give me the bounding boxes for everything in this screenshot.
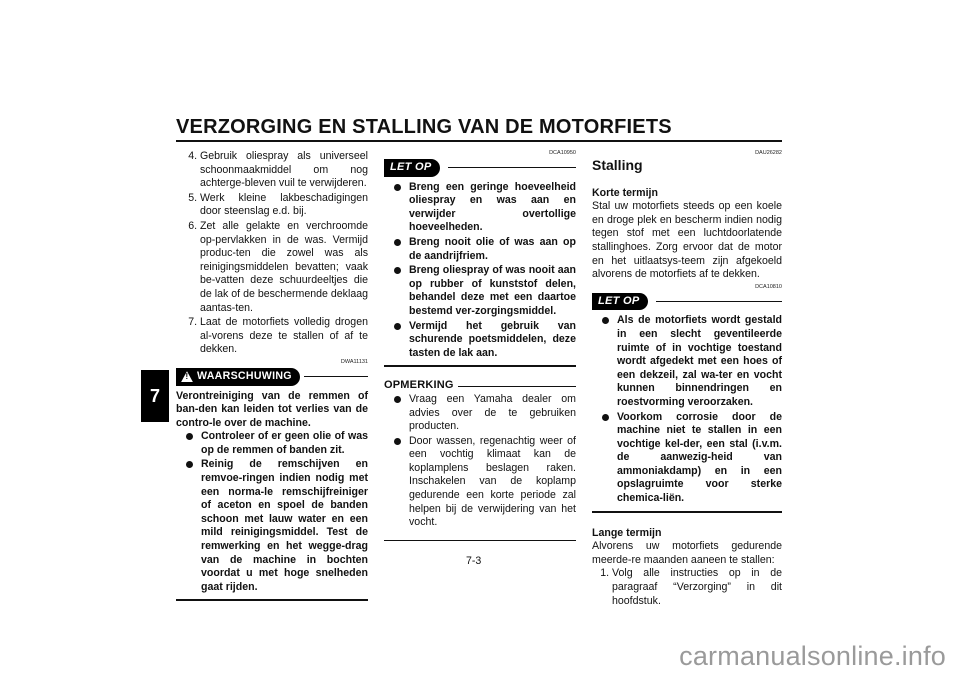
caution-header — [384, 159, 576, 177]
caution-bullet: Vermijd het gebruik van schurende poetsmiddelen, deze tasten de lak aan. — [392, 320, 576, 361]
caution-bullet: Breng nooit olie of was aan op de aandrijfriem. — [392, 236, 576, 263]
caution-bullet: Voorkom corrosie door de machine niet te stallen in een vochtige kel-der, een stal (i.v.m. de aanwezig-heid van ammoniakdamp) en in een opslagruimte voor sterke chemica-liën. — [600, 411, 782, 506]
short-term-heading: Korte termijn — [592, 186, 658, 199]
caution-bottom-rule-2 — [592, 511, 782, 513]
step-6: 6. Zet alle gelakte en verchroomde op-pervlakken in de was. Vermijd produc-ten die zowel was als reinigingsmiddelen bevatten; vaak be-vatten deze schuurdeeltjes die de lak of de beschermende deklaag aantas-ten. — [200, 220, 368, 315]
note-bullet: Door wassen, regenachtig weer of een vochtig klimaat kan de koplamplens beslagen raken. Inschakelen van de koplamp gedurende een korte periode zal helpen bij de verwijdering van het vocht. — [392, 435, 576, 530]
caution-bullet: Als de motorfiets wordt gestald in een slecht geventileerde ruimte of in vochtige toestand wordt afgedekt met een hoes of een dekzeil, zal wa-ter en vocht kunnen binnendringen en roestvorming veroorzaken. — [600, 314, 782, 409]
caution-code-2: DCA10810 — [755, 283, 782, 290]
section-title: Stalling — [592, 157, 643, 173]
section-code: DAU26282 — [755, 150, 782, 156]
warning-bottom-rule — [176, 599, 368, 601]
warning-badge — [176, 368, 300, 386]
caution-header-rule-2 — [656, 301, 782, 302]
long-term-text: Alvorens uw motorfiets gedurende meerde-re maanden aaneen te stallen: — [592, 540, 782, 566]
chapter-tab: 7 — [141, 370, 169, 422]
warning-bullet: Controleer of er geen olie of was op de remmen of banden zit. — [184, 430, 368, 457]
warning-label: WAARSCHUWING — [197, 369, 292, 382]
caution-badge-2: LET OP — [592, 293, 648, 311]
step-7: 7. Laat de motorfiets volledig drogen al-vorens deze te stallen of af te dekken. — [200, 316, 368, 357]
long-term-steps — [592, 567, 782, 608]
warning-bullets — [176, 430, 368, 594]
column-2 — [384, 150, 576, 541]
column-3 — [592, 150, 782, 608]
warning-bullet: Reinig de remschijven en remvoe-ringen indien nodig met een norma-le remschijfreiniger of aceton en spoel de banden schoon met lauw water en een mild reinigingsmiddel. Test de remwerking en het wegge-drag van de machine in bochten voordat u met hoge snelheden gaat rijden. — [184, 458, 368, 594]
long-term-heading: Lange termijn — [592, 526, 662, 539]
page-title: VERZORGING EN STALLING VAN DE MOTORFIETS — [176, 116, 672, 138]
warning-header-rule — [304, 376, 368, 377]
warning-triangle-icon — [181, 371, 193, 382]
long-term-step-1: 1. Volg alle instructies op in de paragraaf “Verzorging” in dit hoofdstuk. — [612, 567, 782, 608]
note-header-rule — [458, 386, 576, 387]
step-5: 5. Werk kleine lakbeschadigingen door steenslag e.d. bij. — [200, 192, 368, 219]
note-bottom-rule — [384, 540, 576, 541]
caution-bullets — [384, 181, 576, 361]
column-1 — [176, 150, 368, 601]
watermark: carmanualsonline.info — [679, 641, 946, 671]
caution-badge: LET OP — [384, 159, 440, 177]
warning-code: DWA11131 — [340, 358, 368, 365]
note-bullets — [384, 393, 576, 530]
step-4: 4. Gebruik oliespray als universeel schoonmaakmiddel om nog achterge-bleven vuil te verwijderen. — [200, 150, 368, 191]
short-term-text: Stal uw motorfiets steeds op een koele en droge plek en bescherm indien nodig tegen stof met een luchtdoorlatende stallinghoes. Zorg ervoor dat de motor en het uitlaatsys-teem zijn afgekoeld alvorens de motorfiets af te dekken. — [592, 200, 782, 281]
caution-code: DCA10950 — [549, 150, 576, 156]
title-rule — [176, 140, 782, 142]
caution-bullet: Breng een geringe hoeveelheid oliespray en was aan en verwijder overtollige hoeveelheden. — [392, 181, 576, 235]
warning-header — [176, 368, 368, 386]
caution-bottom-rule — [384, 365, 576, 367]
page-number: 7-3 — [466, 555, 482, 567]
caution-header-rule — [448, 167, 576, 168]
cleaning-steps — [176, 150, 368, 357]
caution-header-2 — [592, 293, 782, 311]
note-bullet: Vraag een Yamaha dealer om advies over de te gebruiken producten. — [392, 393, 576, 434]
warning-intro: Verontreiniging van de remmen of ban-den kan leiden tot verlies van de contro-le over de machine. — [176, 389, 368, 429]
caution-bullets-2 — [592, 314, 782, 505]
caution-bullet: Breng oliespray of was nooit aan op rubber of kunststof delen, behandel deze met een daartoe bestemd ver-zorgingsmiddel. — [392, 264, 576, 318]
note-header — [384, 379, 576, 393]
note-title: OPMERKING — [384, 379, 454, 392]
